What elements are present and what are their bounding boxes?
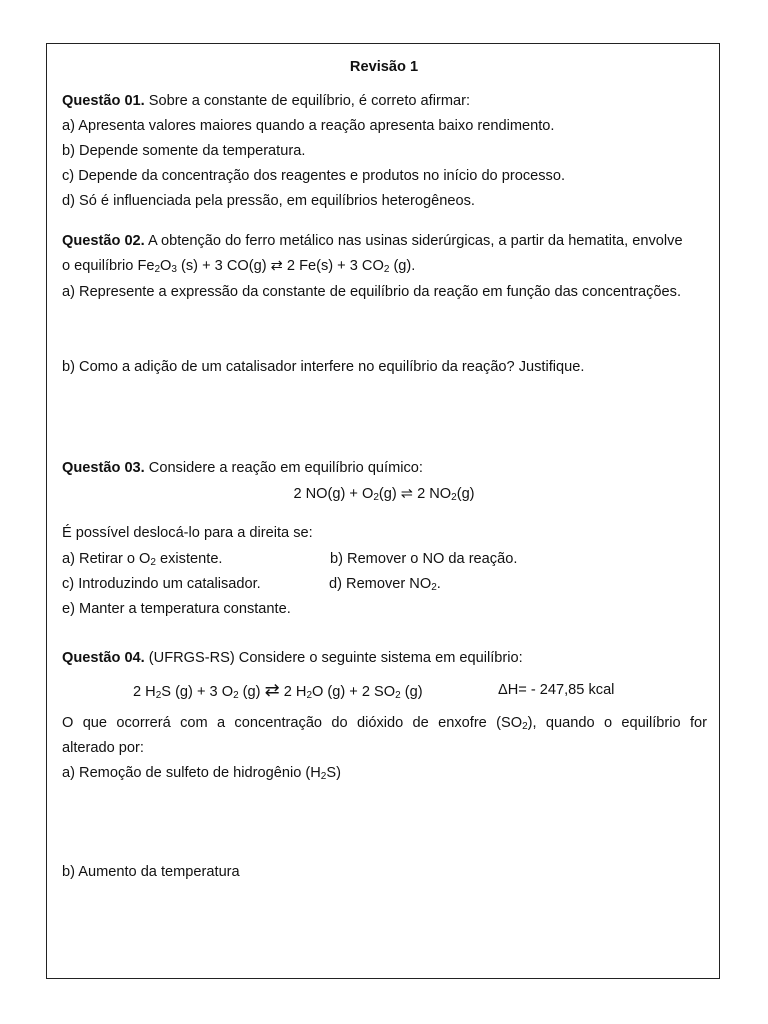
q2-label: Questão 02. (62, 233, 145, 249)
equilibrium-arrow-icon: ⇄ (264, 680, 280, 700)
q2-eq-text: O (160, 258, 172, 274)
q3-opt-text: a) Retirar o O (62, 551, 151, 567)
q3-option-b: b) Remover o NO da reação. (330, 551, 518, 567)
q3-opt-text: existente. (155, 551, 223, 567)
q3-equation (0, 485, 768, 503)
q3-prompt: É possível deslocá-lo para a direita se: (62, 525, 313, 541)
q4-equation (133, 681, 423, 701)
q1-option-a: a) Apresenta valores maiores quando a reação apresenta baixo rendimento. (62, 118, 555, 134)
q4-item-text: S) (326, 765, 341, 781)
q4-stem-line (62, 649, 523, 667)
q3-option-a (62, 550, 223, 568)
q4-eq-text: (g) (238, 684, 265, 700)
q3-eq-sub: 2 (373, 492, 379, 503)
q4-eq-sub: 2 (306, 690, 312, 701)
q4-eq-sub: 2 (395, 690, 401, 701)
q4-item-sub: 2 (320, 771, 327, 782)
q4-text: ), quando o equilíbrio for (527, 715, 708, 731)
q1-option-d: d) Só é influenciada pela pressão, em equilíbrios heterogêneos. (62, 193, 475, 209)
q4-eq-text: O (g) + 2 SO (312, 684, 396, 700)
q4-stem: (UFRGS-RS) Considere o seguinte sistema em equilíbrio: (144, 650, 523, 666)
q2-item-b: b) Como a adição de um catalisador interfere no equilíbrio da reação? Justifique. (62, 359, 585, 375)
q2-eq-sub: 2 (154, 264, 161, 275)
q3-stem-line (62, 459, 423, 477)
q3-opt-sub: 2 (150, 557, 156, 568)
q3-label: Questão 03. (62, 460, 145, 476)
q2-eq-text: o equilíbrio Fe (62, 258, 155, 274)
q4-item-text: a) Remoção de sulfeto de hidrogênio (H (62, 765, 321, 781)
q3-eq-text: (g) ⇌ 2 NO (378, 486, 452, 502)
q4-text-line2: alterado por: (62, 740, 144, 756)
q1-option-c: c) Depende da concentração dos reagentes e produtos no início do processo. (62, 168, 565, 184)
q3-option-e: e) Manter a temperatura constante. (62, 601, 291, 617)
q2-stem: A obtenção do ferro metálico nas usinas siderúrgicas, a partir da hematita, envolve (144, 233, 683, 249)
q2-eq-sub: 2 (383, 264, 390, 275)
q4-eq-sub: 2 (233, 690, 239, 701)
q3-stem: Considere a reação em equilíbrio químico: (144, 460, 423, 476)
q3-opt-text: . (436, 576, 441, 592)
q2-eq-text: (s) + 3 CO(g) ⇄ 2 Fe(s) + 3 CO (176, 258, 384, 274)
q4-enthalpy: ΔH= - 247,85 kcal (498, 682, 615, 698)
q1-option-b: b) Depende somente da temperatura. (62, 143, 306, 159)
q3-eq-text: (g) (456, 486, 475, 502)
q2-item-a: a) Represente a expressão da constante de equilíbrio da reação em função das concentrações. (62, 284, 682, 300)
q4-item-a (62, 764, 341, 782)
q2-eq-text: (g). (389, 258, 416, 274)
q4-label: Questão 04. (62, 650, 145, 666)
q2-eq-sub: 3 (171, 264, 177, 275)
q4-text-line1 (62, 714, 707, 732)
page-title: Revisão 1 (349, 59, 419, 75)
q3-opt-sub: 2 (431, 582, 437, 593)
q1-stem-line (62, 92, 470, 110)
q3-eq-text: 2 NO(g) + O (293, 486, 374, 502)
q4-text-sub: 2 (522, 721, 528, 732)
q4-eq-text: 2 H (133, 684, 156, 700)
q4-text: O que ocorrerá com a concentração do dióxido de enxofre (SO (62, 715, 523, 731)
q3-opt-text: d) Remover NO (329, 576, 432, 592)
q1-label: Questão 01. (62, 93, 145, 109)
q4-item-b: b) Aumento da temperatura (62, 864, 240, 880)
q3-option-d (329, 575, 441, 593)
q1-stem: Sobre a constante de equilíbrio, é correto afirmar: (144, 93, 471, 109)
q2-stem-line1 (62, 232, 683, 250)
q4-eq-text: S (g) + 3 O (161, 684, 234, 700)
q4-eq-sub: 2 (155, 690, 162, 701)
q2-stem-line2 (62, 257, 415, 275)
q3-eq-sub: 2 (451, 492, 457, 503)
q4-eq-text: 2 H (279, 684, 307, 700)
q4-eq-text: (g) (400, 684, 423, 700)
q3-option-c: c) Introduzindo um catalisador. (62, 576, 261, 592)
